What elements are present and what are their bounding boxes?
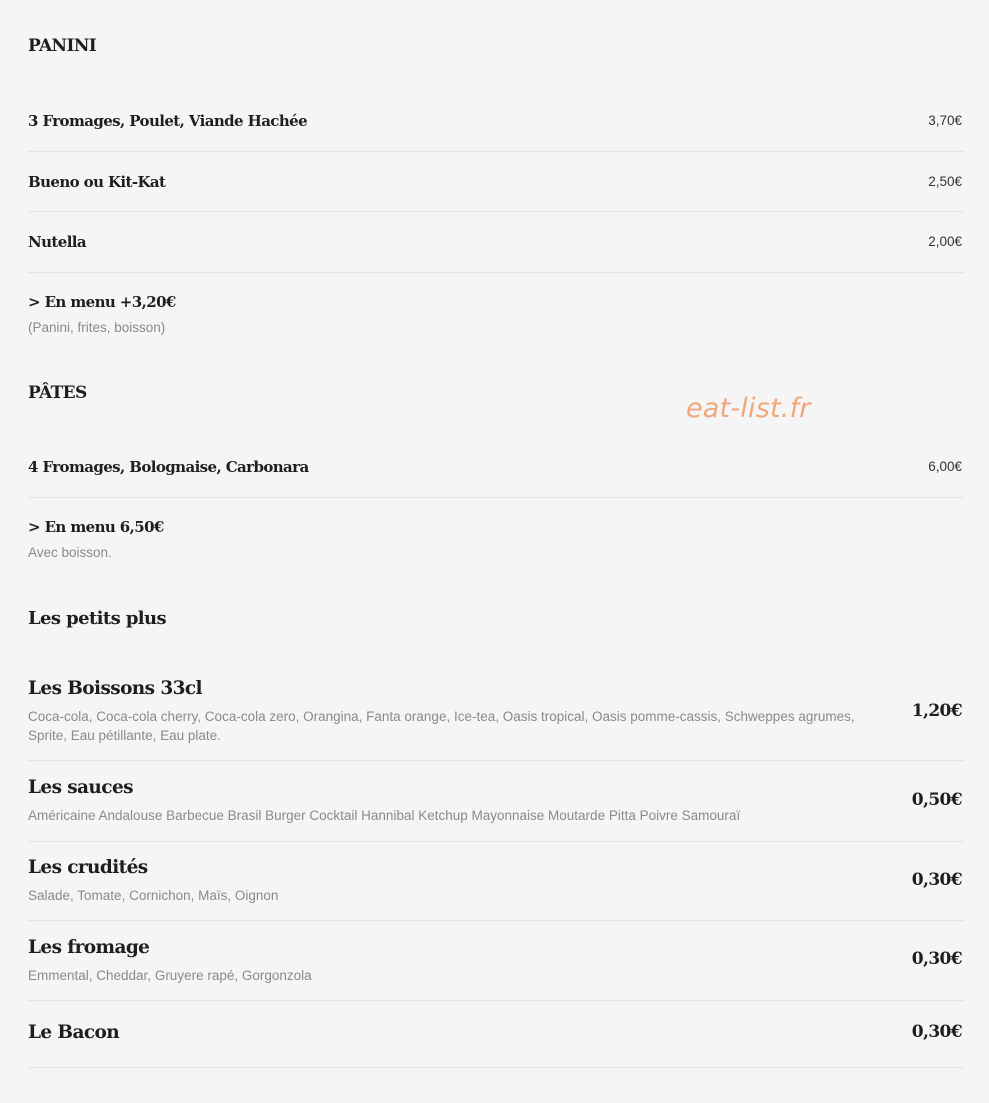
item-price: 6,00€	[928, 459, 962, 474]
extra-name: Les Boissons 33cl	[28, 678, 202, 699]
menu-item-row	[28, 441, 964, 498]
item-price: 3,70€	[928, 113, 962, 128]
extra-price: 0,30€	[911, 870, 962, 890]
section-title-panini: PANINI	[28, 36, 97, 56]
extra-name: Le Bacon	[28, 1022, 120, 1043]
item-price: 2,50€	[928, 174, 962, 189]
extra-description: Coca-cola, Coca-cola cherry, Coca-cola zero, Orangina, Fanta orange, Ice-tea, Oasis tropical, Oasis pomme-cassis, Schweppes agrumes,	[28, 709, 855, 724]
extra-description: Américaine Andalouse Barbecue Brasil Burger Cocktail Hannibal Ketchup Mayonnaise Moutarde Pitta Poivre Samouraï	[28, 808, 741, 823]
item-name: Nutella	[28, 233, 87, 251]
extra-name: Les sauces	[28, 777, 133, 798]
section-title-pates: PÂTES	[28, 383, 87, 403]
item-name: 4 Fromages, Bolognaise, Carbonara	[28, 458, 309, 476]
extra-description: Emmental, Cheddar, Gruyere rapé, Gorgonzola	[28, 968, 312, 983]
extra-description: Salade, Tomate, Cornichon, Maïs, Oignon	[28, 888, 279, 903]
menu-formula-row	[28, 273, 964, 343]
menu-formula-description: (Panini, frites, boisson)	[28, 320, 166, 335]
menu-formula-label: > En menu 6,50€	[28, 518, 164, 536]
extra-name: Les fromage	[28, 937, 150, 958]
extra-name: Les crudités	[28, 857, 148, 878]
menu-item-row	[28, 96, 964, 152]
extra-item-row	[28, 761, 964, 842]
item-name: Bueno ou Kit-Kat	[28, 173, 166, 191]
extra-item-row	[28, 1001, 964, 1068]
watermark: eat-list.fr	[686, 393, 811, 424]
extra-price: 0,30€	[911, 1022, 962, 1042]
extra-description: Sprite, Eau pétillante, Eau plate.	[28, 728, 221, 743]
extra-price: 0,30€	[911, 949, 962, 969]
section-title-petits-plus: Les petits plus	[28, 608, 167, 629]
extra-price: 1,20€	[911, 701, 962, 721]
extra-item-row	[28, 921, 964, 1001]
extra-price: 0,50€	[911, 790, 962, 810]
item-name: 3 Fromages, Poulet, Viande Hachée	[28, 112, 308, 130]
extra-item-row	[28, 674, 964, 761]
menu-formula-description: Avec boisson.	[28, 545, 112, 560]
menu-formula-label: > En menu +3,20€	[28, 293, 176, 311]
extra-item-row	[28, 842, 964, 921]
menu-item-row	[28, 152, 964, 212]
item-price: 2,00€	[928, 234, 962, 249]
menu-item-row	[28, 212, 964, 273]
menu-formula-row	[28, 498, 964, 568]
